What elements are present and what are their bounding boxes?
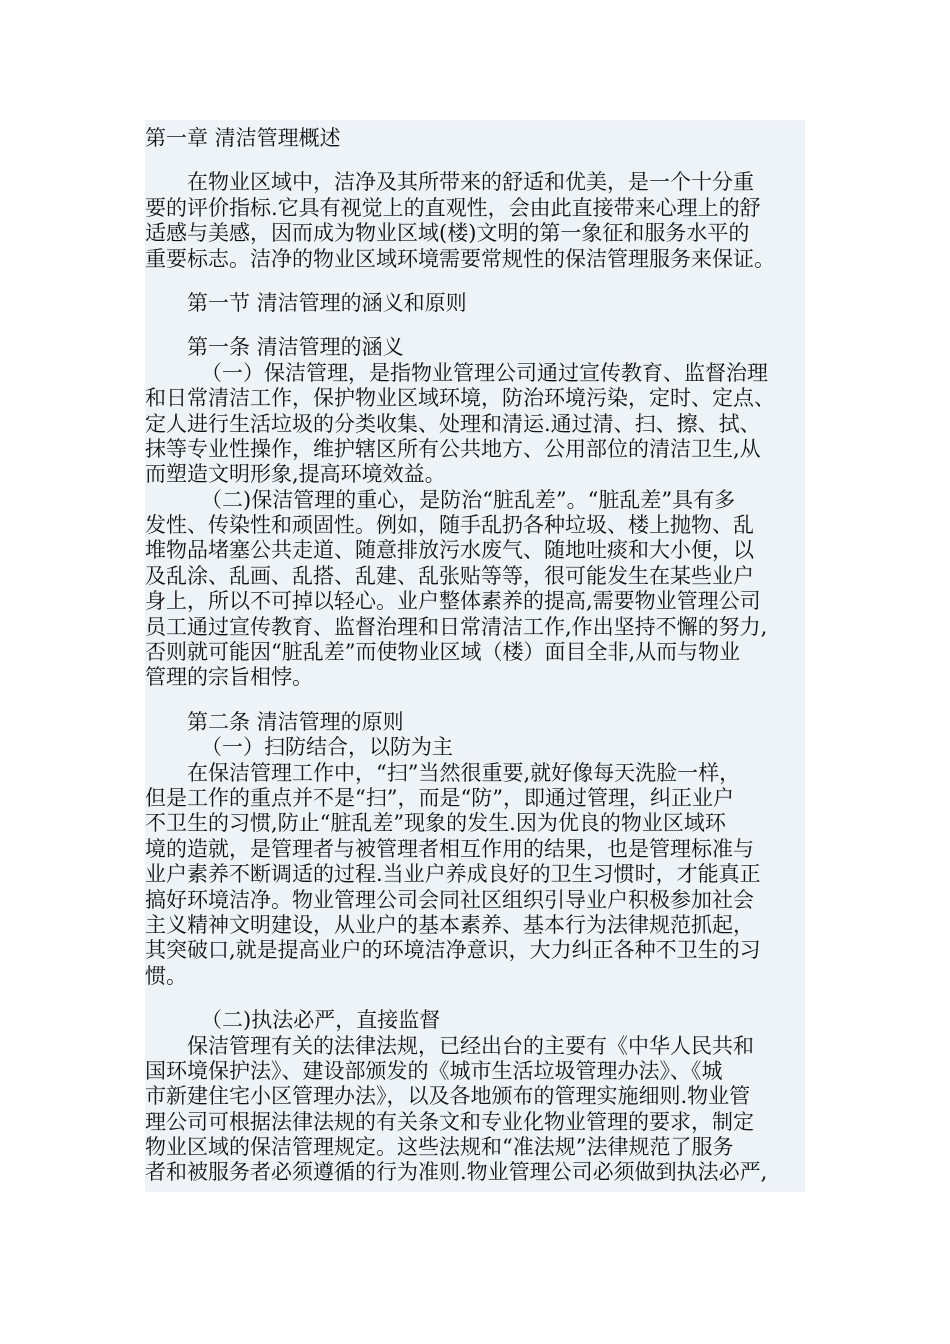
article2-p1-line: 境的造就，是管理者与被管理者相互作用的结果，也是管理标准与 bbox=[145, 836, 754, 861]
article2-p1-line: 搞好环境洁净。物业管理公司会同社区组织引导业户积极参加社会 bbox=[145, 887, 754, 912]
article2-p2-line: 市新建住宅小区管理办法》，以及各地颁布的管理实施细则.物业管 bbox=[145, 1084, 751, 1109]
article2-p1-line: 不卫生的习惯,防止“脏乱差”现象的发生.因为优良的物业区域环 bbox=[145, 811, 726, 836]
article2-p2-line: 保洁管理有关的法律法规，已经出台的主要有《中华人民共和 bbox=[187, 1033, 754, 1058]
article2-sub2: （二)执法必严，直接监督 bbox=[201, 1008, 441, 1033]
intro-line: 要的评价指标.它具有视觉上的直观性，会由此直接带来心理上的舒 bbox=[145, 195, 761, 220]
article1-p1-line: 而塑造文明形象,提高环境效益。 bbox=[145, 462, 446, 487]
article2-p1-line: 主义精神文明建设，从业户的基本素养、基本行为法律规范抓起， bbox=[145, 912, 754, 937]
blank-line bbox=[145, 151, 805, 170]
article1-p2-line: 及乱涂、乱画、乱搭、乱建、乱张贴等等，很可能发生在某些业户 bbox=[145, 563, 754, 588]
article2-title: 第二条 清洁管理的原则 bbox=[187, 709, 404, 734]
article1-p2-line: （二)保洁管理的重心，是防治“脏乱差”。“脏乱差”具有多 bbox=[201, 487, 736, 512]
section-title: 第一节 清洁管理的涵义和原则 bbox=[187, 290, 467, 315]
article1-p2-line: 否则就可能因“脏乱差”而使物业区域（楼）面目全非,从而与物业 bbox=[145, 640, 741, 665]
article2-p1-line: 业户素养不断调适的过程.当业户养成良好的卫生习惯时，才能真正 bbox=[145, 862, 761, 887]
article1-title: 第一条 清洁管理的涵义 bbox=[187, 335, 404, 360]
article1-p2-line: 员工通过宣传教育、监督治理和日常清洁工作,作出坚持不懈的努力, bbox=[145, 614, 768, 639]
article1-p2-line: 管理的宗旨相悖。 bbox=[145, 665, 313, 690]
document-text-block bbox=[145, 120, 805, 1192]
article1-p1-line: （一）保洁管理，是指物业管理公司通过宣传教育、监督治理 bbox=[201, 360, 768, 385]
article2-p1-line: 其突破口,就是提高业户的环境洁净意识，大力纠正各种不卫生的习 bbox=[145, 938, 761, 963]
article2-p1-line: 惯。 bbox=[145, 963, 187, 988]
article2-p1-line: 但是工作的重点并不是“扫”，而是“防”，即通过管理，纠正业户 bbox=[145, 785, 734, 810]
article2-p1-line: 在保洁管理工作中，“扫”当然很重要,就好像每天洗脸一样， bbox=[187, 760, 741, 785]
article1-p2-line: 身上，所以不可掉以轻心。业户整体素养的提高,需要物业管理公司 bbox=[145, 589, 761, 614]
article1-p2-line: 堆物品堵塞公共走道、随意排放污水废气、随地吐痰和大小便，以 bbox=[145, 538, 754, 563]
chapter-title: 第一章 清洁管理概述 bbox=[145, 126, 341, 150]
intro-line: 重要标志。洁净的物业区域环境需要常规性的保洁管理服务来保证。 bbox=[145, 246, 775, 271]
intro-line: 在物业区域中，洁净及其所带来的舒适和优美，是一个十分重 bbox=[187, 170, 754, 195]
blank-line bbox=[145, 316, 805, 335]
blank-line bbox=[145, 691, 805, 710]
article2-p2-line: 者和被服务者必须遵循的行为准则.物业管理公司必须做到执法必严, bbox=[145, 1160, 768, 1185]
article2-p2-line: 理公司可根据法律法规的有关条文和专业化物业管理的要求，制定 bbox=[145, 1109, 754, 1134]
intro-line: 适感与美感，因而成为物业区域(楼)文明的第一象征和服务水平的 bbox=[145, 221, 750, 246]
blank-line bbox=[145, 989, 805, 1008]
article1-p2-line: 发性、传染性和顽固性。例如，随手乱扔各种垃圾、楼上抛物、乱 bbox=[145, 513, 754, 538]
article1-p1-line: 和日常清洁工作，保护物业区域环境，防治环境污染，定时、定点、 bbox=[145, 386, 775, 411]
article1-p1-line: 定人进行生活垃圾的分类收集、处理和清运.通过清、扫、擦、拭、 bbox=[145, 411, 761, 436]
article1-p1-line: 抹等专业性操作，维护辖区所有公共地方、公用部位的清洁卫生,从 bbox=[145, 436, 761, 461]
blank-line bbox=[145, 272, 805, 291]
article2-sub1: （一）扫防结合，以防为主 bbox=[201, 735, 453, 760]
article2-p2-line: 国环境保护法》、建设部颁发的《城市生活垃圾管理办法》、《城 bbox=[145, 1058, 723, 1083]
article2-p2-line: 物业区域的保洁管理规定。这些法规和“准法规”法律规范了服务 bbox=[145, 1135, 734, 1160]
